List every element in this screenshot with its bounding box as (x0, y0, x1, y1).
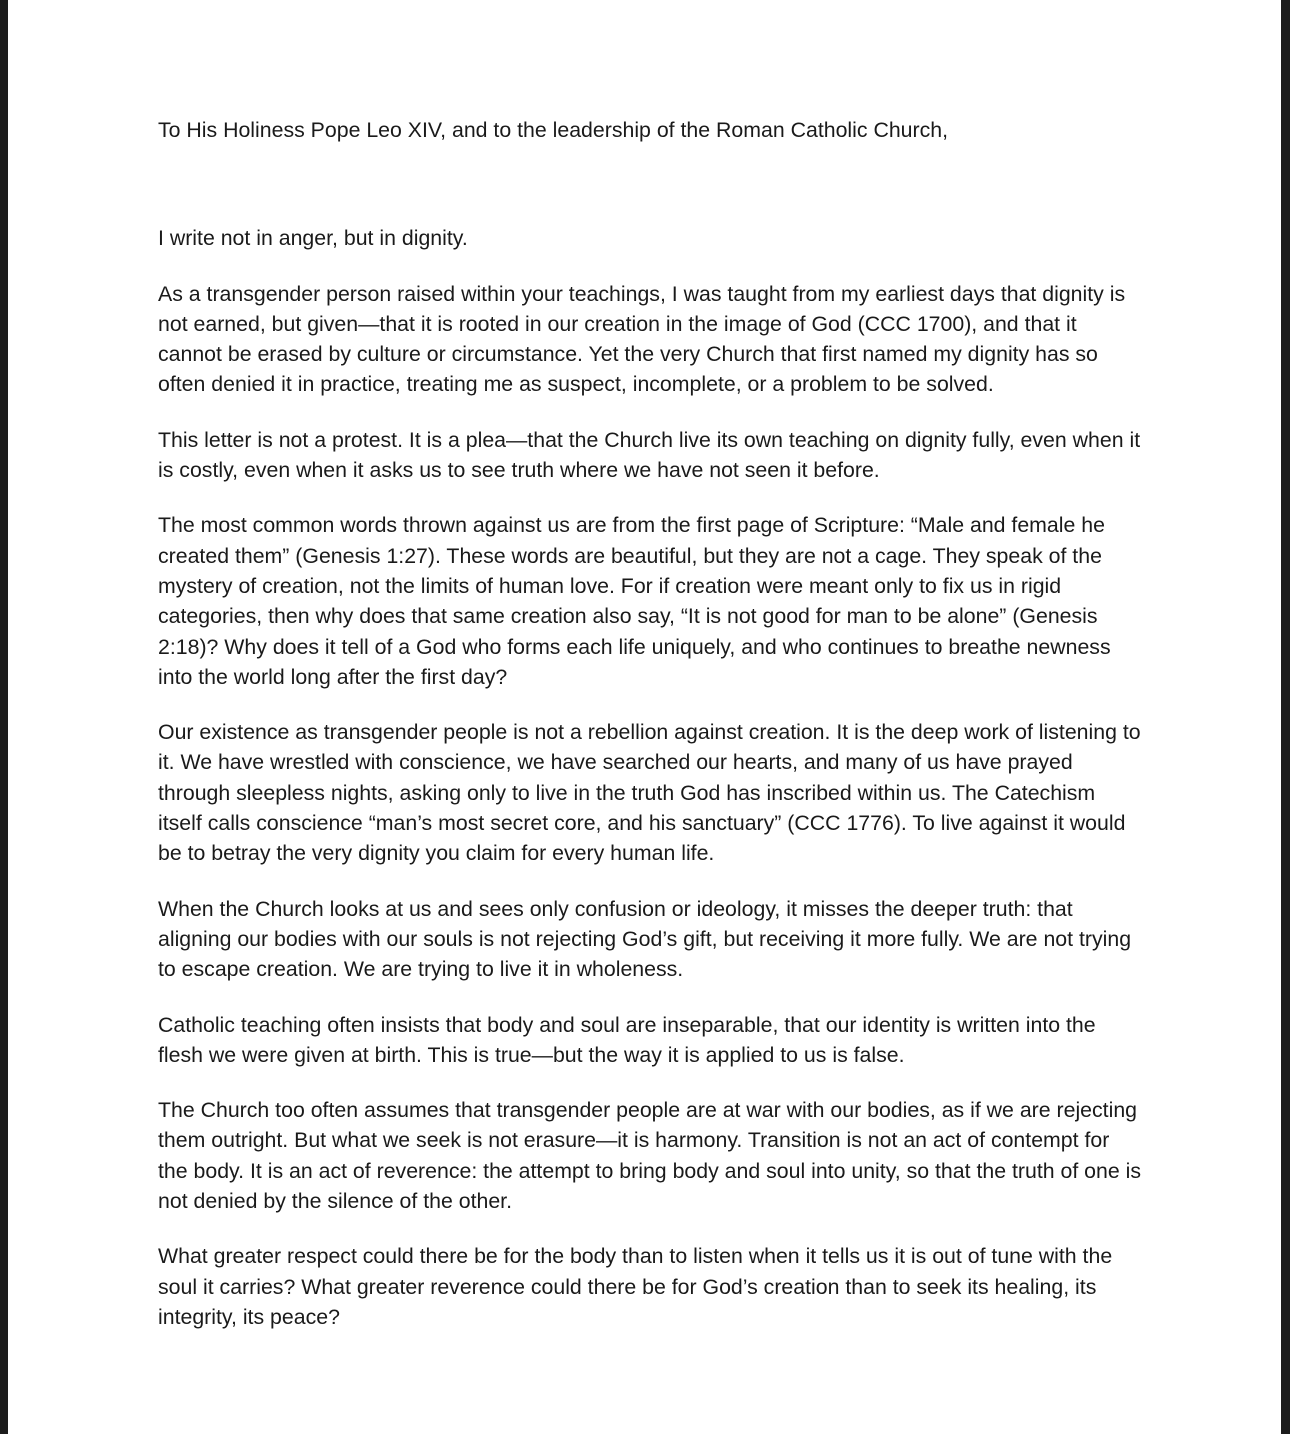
paragraph: As a transgender person raised within your teachings, I was taught from my earliest days that dignity is not earned, but given—that it is rooted in our creation in the image of God (CCC 1700), and that it cannot be erased by culture or circumstance. Yet the very Church that first named my dignity has so often denied it in practice, treating me as suspect, incomplete, or a problem to be solved. (158, 281, 1126, 397)
paragraph: Catholic teaching often insists that body and soul are inseparable, that our identity is written into the flesh we were given at birth. This is true—but the way it is applied to us is false. (158, 1012, 1096, 1067)
salutation: To His Holiness Pope Leo XIV, and to the leadership of the Roman Catholic Church, (158, 118, 949, 142)
document-page (8, 0, 1281, 1434)
paragraph-opening: I write not in anger, but in dignity. (158, 226, 468, 251)
paragraph: When the Church looks at us and sees only confusion or ideology, it misses the deeper truth: that aligning our bodies with our souls is not rejecting God’s gift, but receiving it more fully. We are not trying to escape creation. We are trying to live it in wholeness. (158, 896, 1132, 982)
paragraph: What greater respect could there be for the body than to listen when it tells us it is out of tune with the soul it carries? What greater reverence could there be for God’s creation than to seek its healing, its integrity, its peace? (158, 1244, 1113, 1329)
paragraph: This letter is not a protest. It is a plea—that the Church live its own teaching on dignity fully, even when it is costly, even when it asks us to see truth where we have not seen it before. (158, 427, 1141, 483)
paragraph: The most common words thrown against us are from the first page of Scripture: “Male and female he created them” (Genesis 1:27). These words are beautiful, but they are not a cage. They speak of the mystery of creation, not the limits of human love. For if creation were meant only to fix us in rigid categories, then why does that same creation also say, “It is not good for man to be alone” (Genesis 2:18)? Why does it tell of a God who forms each life uniquely, and who continues to breathe newness into the world long after the first day? (158, 513, 1111, 689)
letter-body (158, 115, 1143, 1357)
paragraph: Our existence as transgender people is not a rebellion against creation. It is the deep work of listening to it. We have wrestled with conscience, we have searched our hearts, and many of us have prayed through sleepless nights, asking only to live in the truth God has inscribed within us. The Catechism itself calls conscience “man’s most secret core, and his sanctuary” (CCC 1776). To live against it would be to betray the very dignity you claim for every human life. (158, 720, 1141, 866)
paragraph: The Church too often assumes that transgender people are at war with our bodies, as if we are rejecting them outright. But what we seek is not erasure—it is harmony. Transition is not an act of contempt for the body. It is an act of reverence: the attempt to bring body and soul into unity, so that the truth of one is not denied by the silence of the other. (158, 1098, 1142, 1214)
